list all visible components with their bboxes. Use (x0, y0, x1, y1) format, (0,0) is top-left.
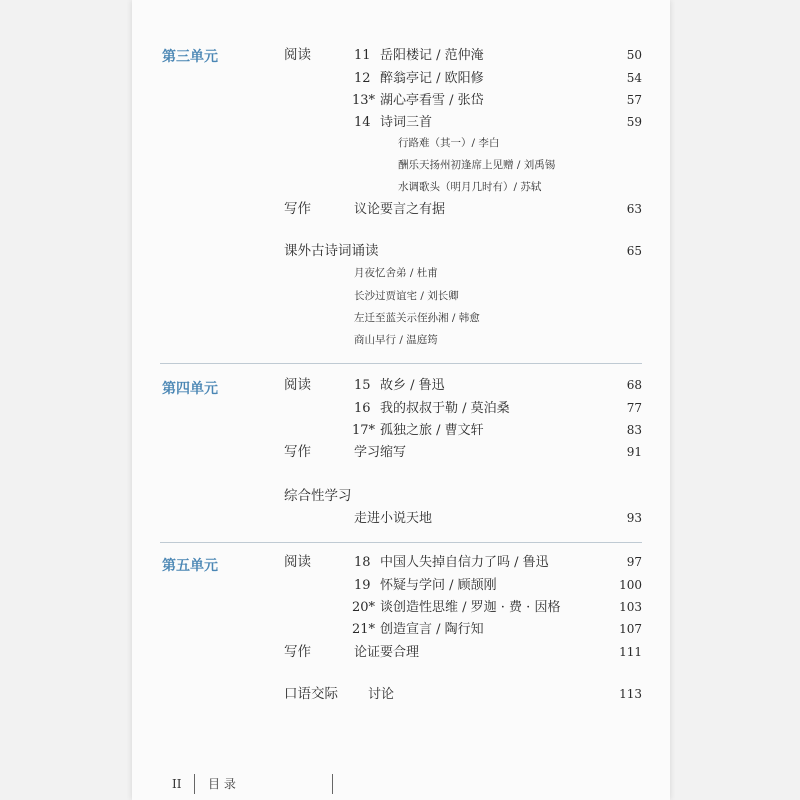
lesson-title[interactable]: 谈创造性思维 / 罗迦 · 费 · 因格 (380, 600, 561, 615)
page-number: 111 (619, 645, 642, 659)
category-label: 写作 (284, 644, 311, 660)
page-number: 77 (626, 401, 642, 415)
lesson-title[interactable]: 论证要合理 (354, 645, 420, 660)
lesson-title[interactable]: 创造宣言 / 陶行知 (380, 622, 484, 637)
lesson-number: 20* (352, 600, 376, 615)
lesson-title[interactable]: 学习缩写 (354, 445, 407, 460)
lesson-title[interactable]: 中国人失掉自信力了吗 / 鲁迅 (380, 555, 549, 570)
category-label: 写作 (284, 444, 311, 460)
sub-entry[interactable]: 行路难（其一）/ 李白 (398, 137, 500, 149)
category-label: 综合性学习 (284, 488, 352, 504)
category-label: 口语交际 (284, 686, 338, 702)
category-label[interactable]: 课外古诗词诵读 (284, 243, 379, 259)
page-number: 93 (626, 511, 642, 525)
lesson-number: 13* (352, 93, 376, 108)
page-number: 65 (626, 244, 642, 258)
lesson-title[interactable]: 怀疑与学问 / 顾颉刚 (380, 578, 497, 593)
lesson-number: 19 (354, 578, 371, 593)
lesson-title[interactable]: 醉翁亭记 / 欧阳修 (380, 71, 484, 86)
toc-page (132, 0, 670, 800)
lesson-title[interactable]: 走进小说天地 (354, 511, 433, 526)
lesson-number: 15 (354, 378, 371, 393)
page-number: 54 (626, 71, 642, 85)
sub-entry[interactable]: 酬乐天扬州初逢席上见赠 / 刘禹锡 (398, 159, 556, 171)
footer-label: 目 录 (208, 777, 236, 791)
lesson-number: 16 (354, 401, 371, 416)
lesson-title[interactable]: 岳阳楼记 / 范仲淹 (380, 48, 484, 63)
category-label: 写作 (284, 201, 311, 217)
category-label: 阅读 (284, 47, 311, 63)
sub-entry[interactable]: 左迁至蓝关示侄孙湘 / 韩愈 (354, 312, 480, 324)
page-number: 59 (626, 115, 642, 129)
lesson-title[interactable]: 诗词三首 (380, 115, 433, 130)
page-number: 50 (626, 48, 642, 62)
unit-heading: 第五单元 (162, 558, 218, 574)
page-number: 91 (626, 445, 642, 459)
sub-entry[interactable]: 月夜忆舍弟 / 杜甫 (354, 267, 438, 279)
sub-entry[interactable]: 水调歌头（明月几时有）/ 苏轼 (398, 181, 542, 193)
footer-divider (194, 774, 195, 794)
page-number: 57 (626, 93, 642, 107)
lesson-title[interactable]: 湖心亭看雪 / 张岱 (380, 93, 484, 108)
sub-entry[interactable]: 长沙过贾谊宅 / 刘长卿 (354, 290, 459, 302)
unit-heading: 第四单元 (162, 381, 218, 397)
page-number: 97 (626, 555, 642, 569)
lesson-title[interactable]: 孤独之旅 / 曹文轩 (380, 423, 484, 438)
footer-divider (332, 774, 333, 794)
page-number: 83 (626, 423, 642, 437)
lesson-number: 11 (354, 48, 371, 63)
lesson-number: 17* (352, 423, 376, 438)
page-number: 68 (626, 378, 642, 392)
category-label: 阅读 (284, 554, 311, 570)
section-divider (160, 542, 642, 543)
lesson-number: 21* (352, 622, 376, 637)
page-number: 100 (619, 578, 642, 592)
section-divider (160, 363, 642, 364)
lesson-number: 18 (354, 555, 371, 570)
page-number: 107 (619, 622, 642, 636)
sub-entry[interactable]: 商山早行 / 温庭筠 (354, 334, 438, 346)
page-number: 63 (626, 202, 642, 216)
lesson-number: 12 (354, 71, 371, 86)
page-number: 103 (619, 600, 642, 614)
category-label: 阅读 (284, 377, 311, 393)
page-number: 113 (619, 687, 642, 701)
lesson-title[interactable]: 讨论 (368, 687, 395, 702)
unit-heading: 第三单元 (162, 49, 218, 65)
lesson-number: 14 (354, 115, 371, 130)
roman-page-number: II (172, 777, 182, 791)
lesson-title[interactable]: 议论要言之有据 (354, 202, 446, 217)
lesson-title[interactable]: 我的叔叔于勒 / 莫泊桑 (380, 401, 510, 416)
lesson-title[interactable]: 故乡 / 鲁迅 (380, 378, 445, 393)
